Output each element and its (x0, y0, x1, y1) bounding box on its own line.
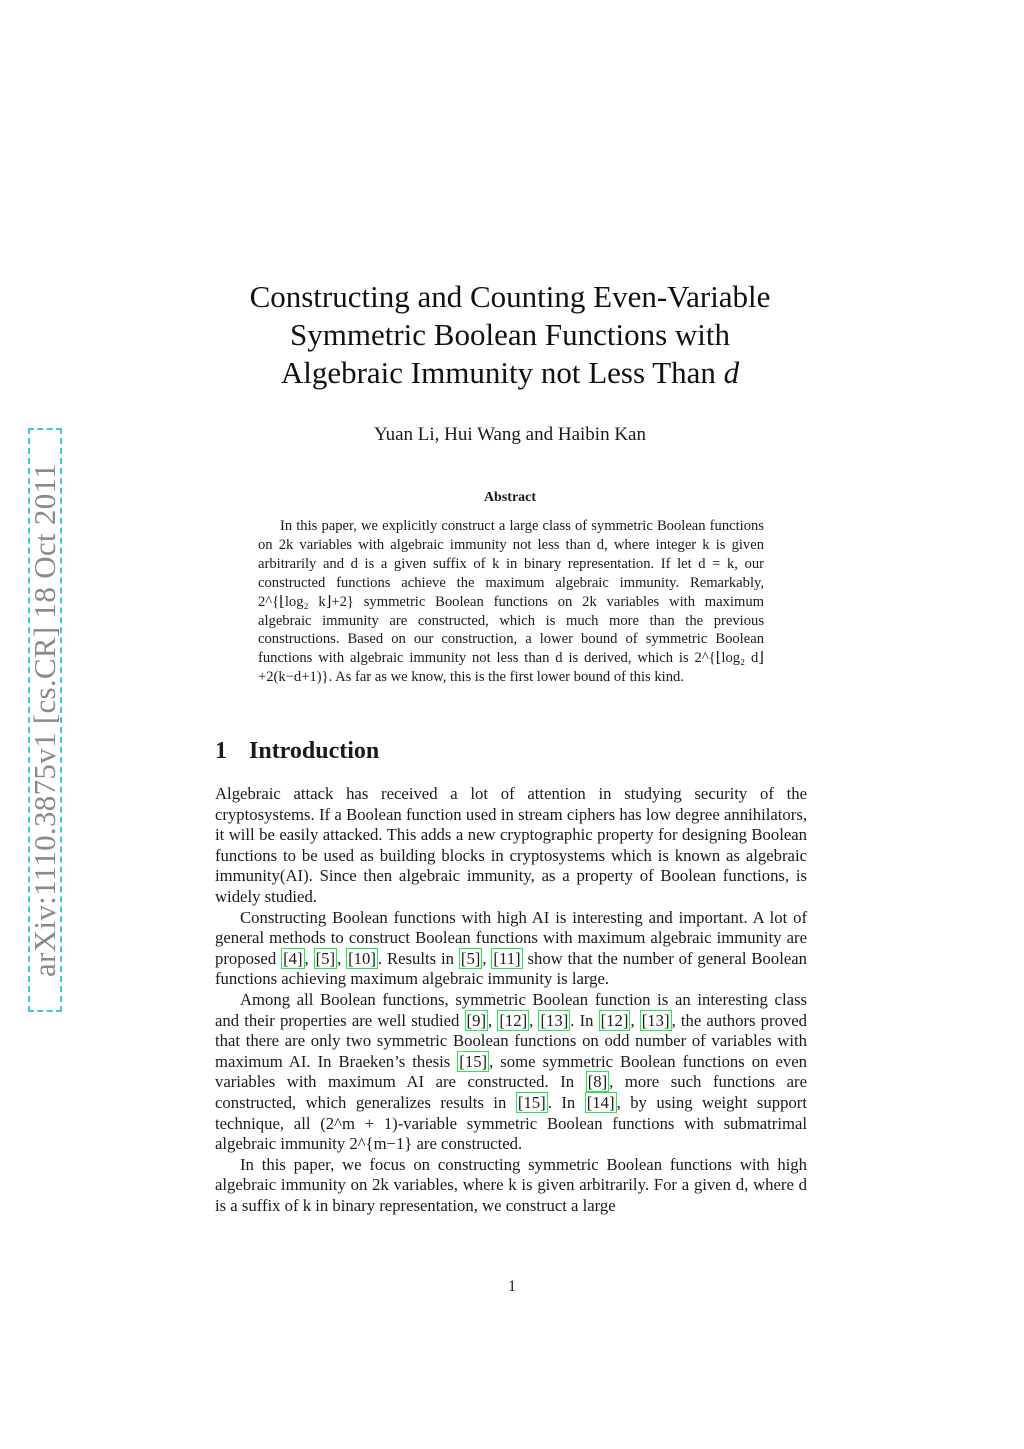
citation-link[interactable]: [11] (493, 948, 521, 968)
title-line-3-text: Algebraic Immunity not Less Than (280, 355, 716, 390)
title-var: d (723, 355, 740, 390)
section-number: 1 (215, 738, 227, 764)
abstract-heading: Abstract (483, 490, 537, 505)
citation-link[interactable]: [12] (600, 1010, 629, 1030)
citation-link[interactable]: [15] (517, 1092, 546, 1112)
paragraph-1: Algebraic attack has received a lot of attention in studying security of the cryptosystems. If a Boolean function used in stream ciphers has low degree annihilators, it will be easily attacked. This adds a new cryptographic property for designing Boolean functions to be used as building blocks in cryptosystems which is known as algebraic immunity(AI). Since then algebraic immunity, as a property of Boolean functions, is widely studied. (215, 784, 807, 906)
abstract-text: In this paper, we explicitly construct a large class of symmetric Boolean functions on 2k variables with algebraic immunity not less than d, where integer k is given arbitrarily and d is a given suffix of k in binary representation. If let d = k, our constructed functions achieve the maximum algebraic immunity. Remarkably, 2^{⌊log₂ k⌋+2} symmetric Boolean functions on 2k variables with maximum algebraic immunity are constructed, which is much more than the previous constructions. Based on our construction, a lower bound of symmetric Boolean functions with algebraic immunity not less than d is derived, which is 2^{⌊log₂ d⌋+2(k−d+1)}. As far as we know, this is the first lower bound of this kind. (258, 518, 764, 686)
paragraph-4: In this paper, we focus on constructing symmetric Boolean functions with high algebraic immunity on 2k variables, where k is given arbitrarily. For a given d, where d is a suffix of k in binary representation, we construct a large (215, 1154, 807, 1215)
title-line-2: Symmetric Boolean Functions with (290, 317, 730, 352)
citation-link[interactable]: [10] (348, 948, 376, 968)
citation-link[interactable]: [9] (466, 1010, 487, 1030)
citation-link[interactable]: [14] (586, 1092, 615, 1112)
arxiv-stamp-text: arXiv:1110.3875v1 [cs.CR] 18 Oct 2011 (27, 463, 62, 977)
citation-link[interactable]: [8] (587, 1072, 608, 1092)
title-line-1: Constructing and Counting Even-Variable (249, 279, 771, 314)
citation-link[interactable]: [15] (459, 1051, 488, 1071)
page-number: 1 (508, 1278, 516, 1295)
title-line-3 (180, 354, 840, 392)
paragraph-3: Among all Boolean functions, symmetric Boolean function is an interesting class and their properties are well studied [9] , [12] , [13] . In [12] , [13] , the authors proved that there are only two symmetric Boolean functions on odd number of variables with maximum AI. In Braeken’s thesis [15] , some symmetric Boolean functions on even variables with maximum AI are constructed. In [8] , more such functions are constructed, which generalizes results in [15] . In [14] , by using weight support technique, all (2^m + 1)-variable symmetric Boolean functions with submatrimal algebraic immunity 2^{m−1} are constructed. (215, 989, 808, 1154)
citation-link[interactable]: [13] (540, 1010, 569, 1030)
citation-link[interactable]: [12] (499, 1010, 528, 1030)
body-text (215, 784, 807, 1216)
citation-link[interactable]: [5] (460, 948, 481, 968)
arxiv-stamp (28, 428, 62, 1012)
section-heading (215, 738, 379, 765)
paper-title (180, 278, 840, 392)
section-title: Introduction (249, 738, 380, 764)
citation-link[interactable]: [13] (641, 1010, 670, 1030)
citation-link[interactable]: [5] (315, 948, 336, 968)
citation-link[interactable]: [4] (283, 948, 303, 968)
paragraph-2: Constructing Boolean functions with high AI is interesting and important. A lot of general methods to construct Boolean functions with maximum algebraic immunity are proposed [4] , [5] , [10] . Results in [5] , [11] show that the number of general Boolean functions achieving maximum algebraic immunity is large. (215, 907, 808, 989)
authors: Yuan Li, Hui Wang and Haibin Kan (374, 424, 646, 445)
